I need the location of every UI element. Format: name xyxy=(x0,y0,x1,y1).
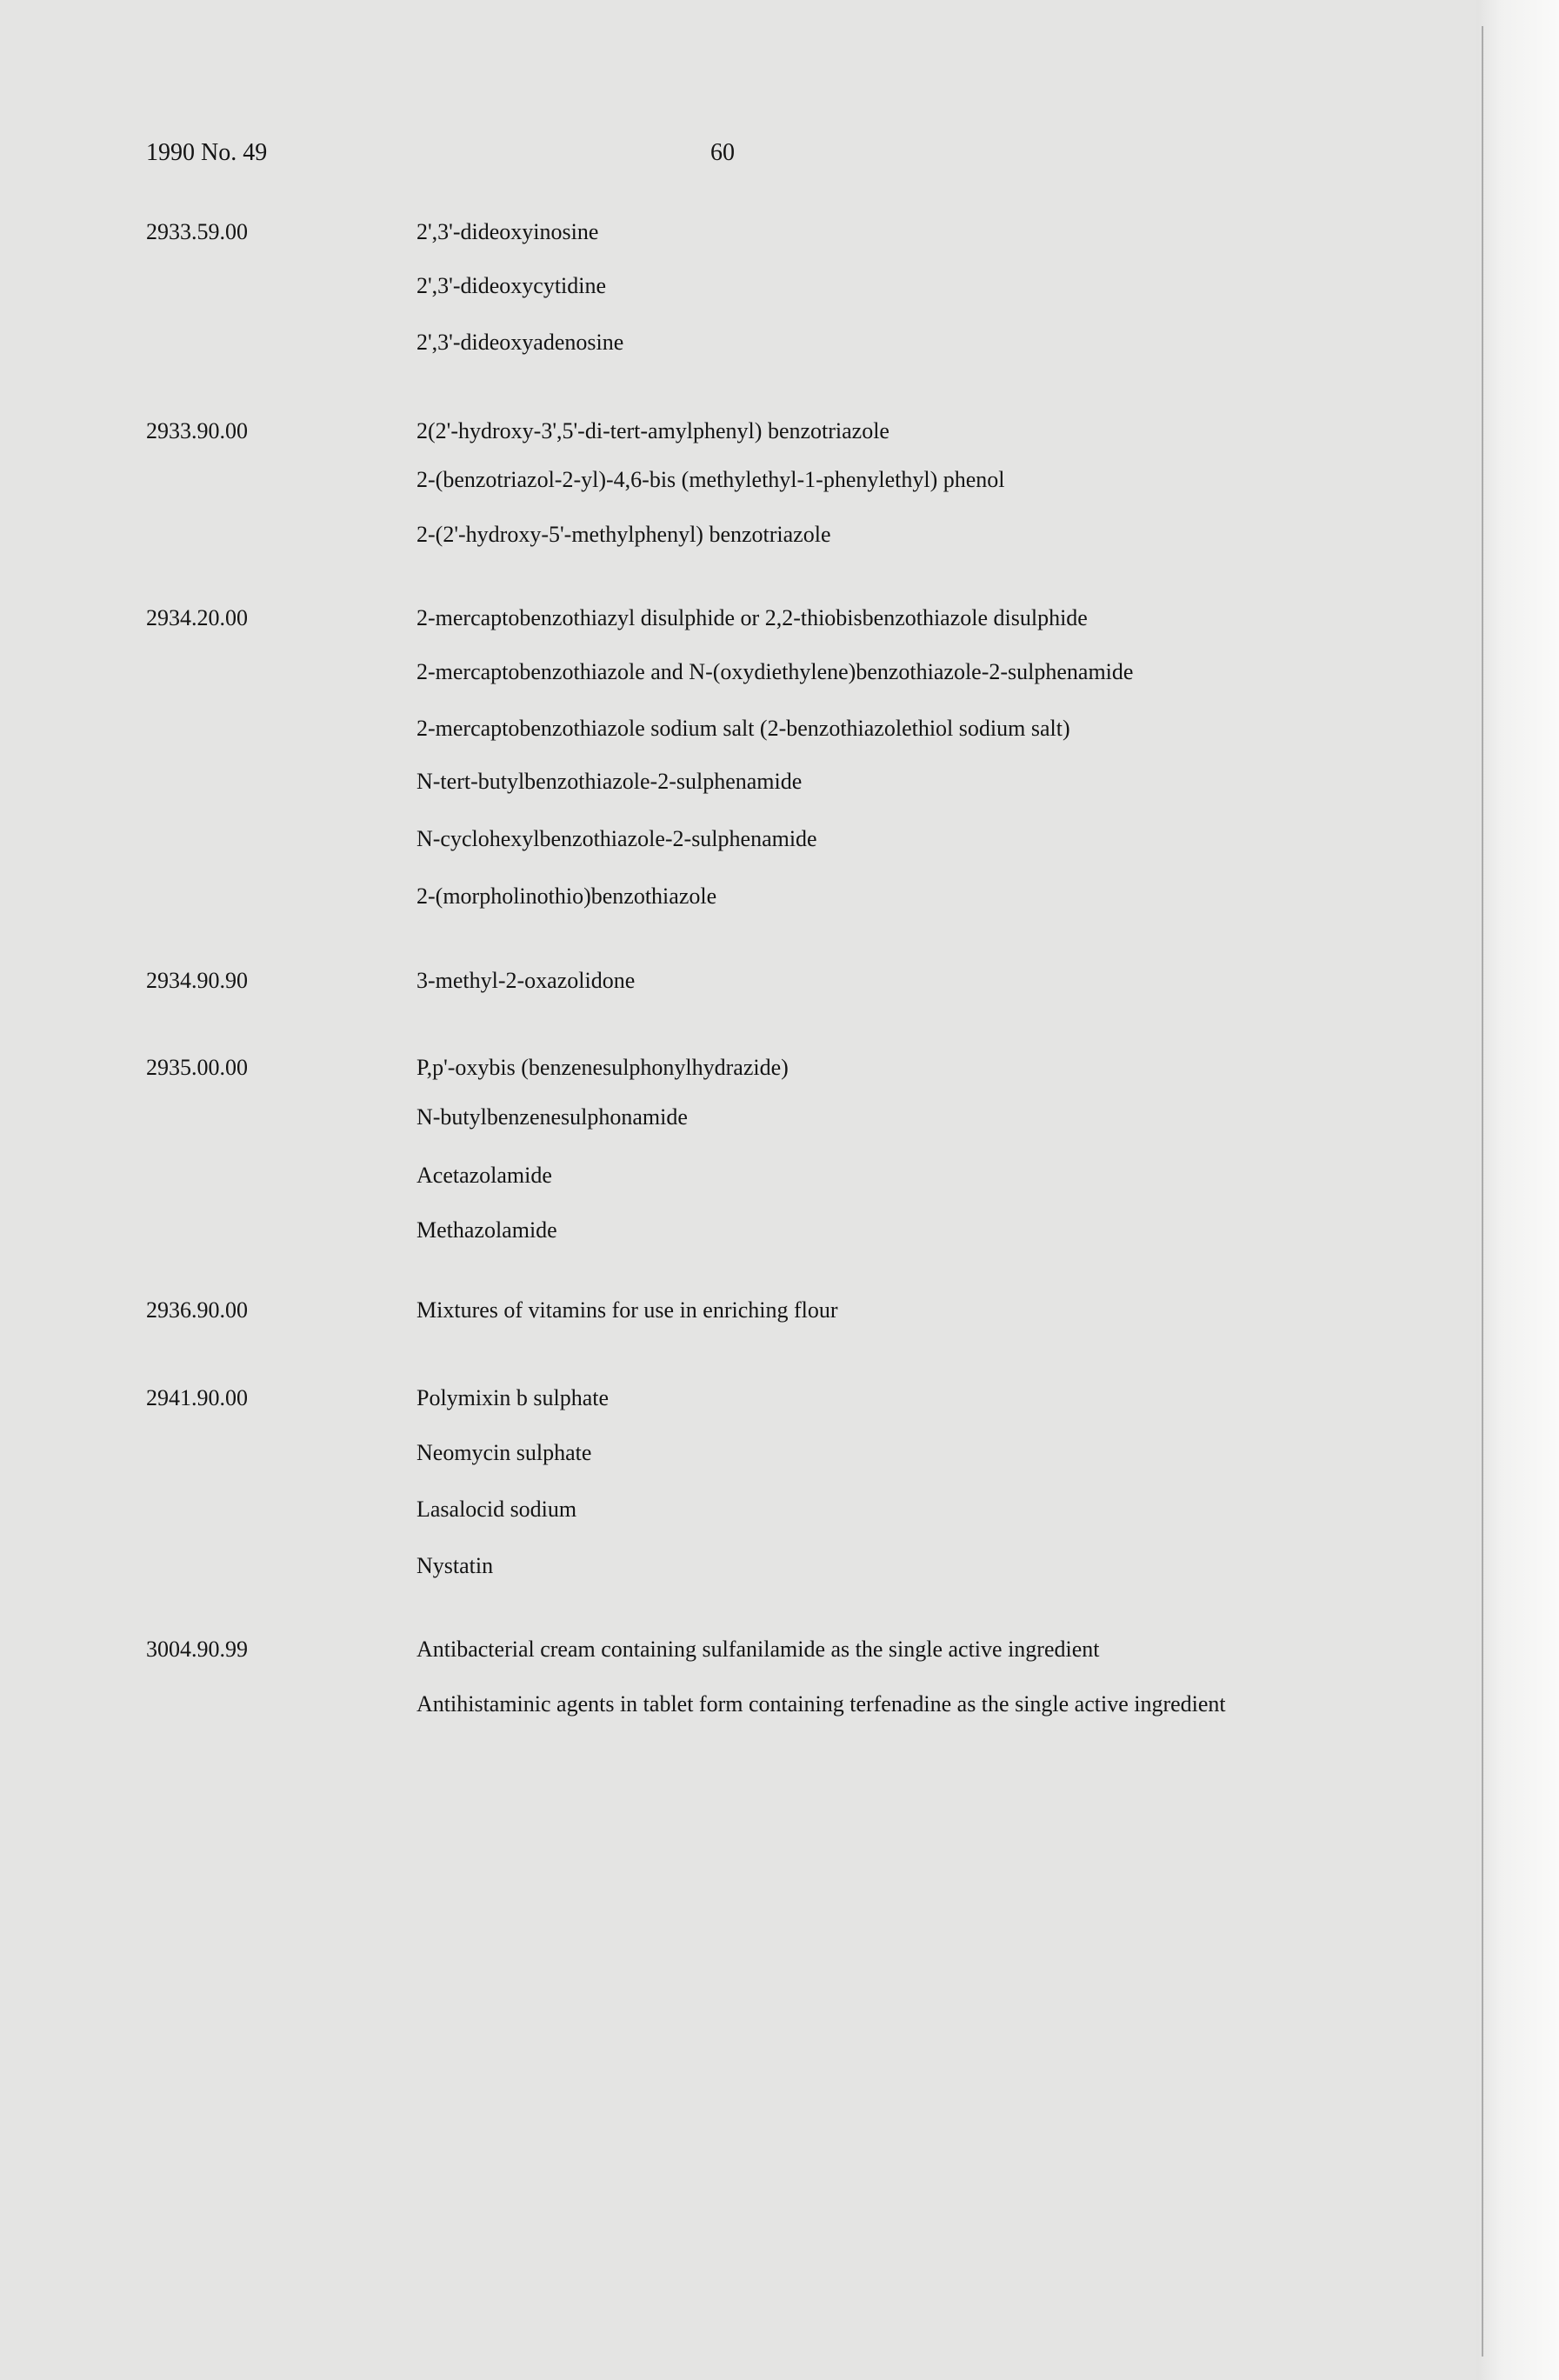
product-description: Lasalocid sodium xyxy=(416,1497,577,1522)
product-description: 2-mercaptobenzothiazole and N-(oxydiethylene)benzothiazole-2-sulphenamide xyxy=(416,659,1134,684)
page-number: 60 xyxy=(710,139,735,166)
tariff-code: 2933.90.00 xyxy=(146,418,248,443)
product-description: Acetazolamide xyxy=(416,1163,552,1188)
product-description: 2-mercaptobenzothiazyl disulphide or 2,2-thiobisbenzothiazole disulphide xyxy=(416,605,1088,630)
tariff-code: 2941.90.00 xyxy=(146,1385,248,1410)
product-description: Nystatin xyxy=(416,1553,494,1578)
tariff-code: 2936.90.00 xyxy=(146,1297,248,1323)
product-description: 2',3'-dideoxyadenosine xyxy=(416,330,624,355)
product-description: P,p'-oxybis (benzenesulphonylhydrazide) xyxy=(416,1055,789,1080)
product-description: 2-mercaptobenzothiazole sodium salt (2-benzothiazolethiol sodium salt) xyxy=(416,716,1070,741)
product-description: 3-methyl-2-oxazolidone xyxy=(416,968,636,993)
product-description: N-butylbenzenesulphonamide xyxy=(416,1104,688,1130)
tariff-code: 2934.20.00 xyxy=(146,605,248,630)
product-description: 2-(2'-hydroxy-5'-methylphenyl) benzotriazole xyxy=(416,522,831,547)
product-description: Antihistaminic agents in tablet form containing terfenadine as the single active ingredient xyxy=(416,1691,1226,1717)
product-description: 2-(benzotriazol-2-yl)-4,6-bis (methylethyl-1-phenylethyl) phenol xyxy=(416,467,1005,492)
tariff-code: 2934.90.90 xyxy=(146,968,248,993)
product-description: Neomycin sulphate xyxy=(416,1440,592,1465)
product-description: Antibacterial cream containing sulfanilamide as the single active ingredient xyxy=(416,1637,1100,1662)
page-edge-shadow xyxy=(1476,0,1559,2380)
header-year-number: 1990 No. 49 xyxy=(146,139,268,166)
product-description: 2(2'-hydroxy-3',5'-di-tert-amylphenyl) benzotriazole xyxy=(416,418,889,443)
tariff-code: 3004.90.99 xyxy=(146,1637,248,1662)
product-description: 2',3'-dideoxyinosine xyxy=(416,219,599,244)
product-description: 2-(morpholinothio)benzothiazole xyxy=(416,883,717,909)
tariff-code: 2933.59.00 xyxy=(146,219,248,244)
product-description: Polymixin b sulphate xyxy=(416,1385,609,1410)
page-edge-line xyxy=(1482,26,1483,2357)
product-description: N-cyclohexylbenzothiazole-2-sulphenamide xyxy=(416,826,817,851)
product-description: 2',3'-dideoxycytidine xyxy=(416,273,607,298)
product-description: N-tert-butylbenzothiazole-2-sulphenamide xyxy=(416,769,803,794)
product-description: Methazolamide xyxy=(416,1217,557,1243)
tariff-code: 2935.00.00 xyxy=(146,1055,248,1080)
product-description: Mixtures of vitamins for use in enriching flour xyxy=(416,1297,838,1323)
